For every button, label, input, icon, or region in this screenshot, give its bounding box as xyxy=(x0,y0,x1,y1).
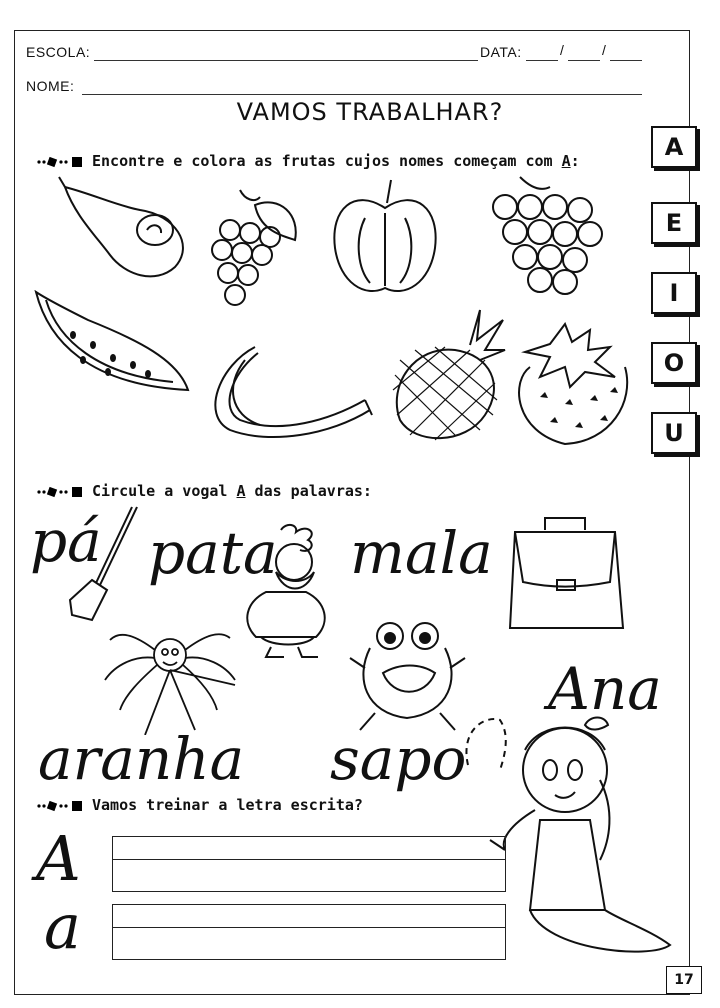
exercise-1-suffix: : xyxy=(570,152,580,170)
date-separator: / xyxy=(602,42,607,58)
exercise-2-instruction xyxy=(36,482,372,500)
cursive-uppercase-a: A xyxy=(36,822,81,895)
bullet-icon xyxy=(36,156,88,168)
word-pa[interactable]: pá xyxy=(30,507,102,575)
vowel-box-u: U xyxy=(651,412,697,454)
pineapple-icon[interactable] xyxy=(385,305,510,445)
spider-icon xyxy=(95,610,245,735)
vowel-box-o: O xyxy=(651,342,697,384)
date-day-field[interactable] xyxy=(526,60,558,61)
briefcase-icon xyxy=(505,510,625,635)
vowel-box-e: E xyxy=(651,202,697,244)
word-pata[interactable]: pata xyxy=(148,519,278,587)
word-aranha[interactable]: aranha xyxy=(38,725,245,793)
strawberry-icon[interactable] xyxy=(510,322,640,447)
date-year-field[interactable] xyxy=(610,60,642,61)
pear-icon[interactable] xyxy=(55,175,195,285)
date-separator: / xyxy=(560,42,565,58)
word-sapo[interactable]: sapo xyxy=(330,725,467,793)
watermelon-icon[interactable] xyxy=(28,290,193,400)
grapes-icon[interactable] xyxy=(480,172,610,302)
exercise-1-letter: A xyxy=(561,152,571,170)
word-ana[interactable]: Ana xyxy=(548,655,662,723)
grapes-icon[interactable] xyxy=(200,185,310,315)
school-label: ESCOLA: xyxy=(26,44,91,60)
exercise-2-suffix: das palavras: xyxy=(245,482,372,500)
exercise-3-instruction xyxy=(36,796,363,814)
date-label: DATA: xyxy=(480,44,522,60)
exercise-2-letter: A xyxy=(236,482,246,500)
bullet-icon xyxy=(36,800,88,812)
practice-line-uppercase[interactable] xyxy=(112,836,506,892)
name-field[interactable] xyxy=(82,94,642,95)
word-mala[interactable]: mala xyxy=(350,519,493,587)
practice-line-lowercase[interactable] xyxy=(112,904,506,960)
vowel-box-a: A xyxy=(651,126,697,168)
exercise-1-text: Encontre e colora as frutas cujos nomes começam com xyxy=(92,152,562,170)
page-number: 17 xyxy=(666,966,702,994)
exercise-2-text: Circule a vogal xyxy=(92,482,237,500)
school-field[interactable] xyxy=(94,60,478,61)
apple-icon[interactable] xyxy=(325,178,445,303)
date-month-field[interactable] xyxy=(568,60,600,61)
name-label: NOME: xyxy=(26,78,75,94)
duck-icon xyxy=(236,522,336,662)
exercise-1-instruction xyxy=(36,152,580,170)
exercise-3-text: Vamos treinar a letra escrita? xyxy=(92,796,363,814)
vowel-box-i: I xyxy=(651,272,697,314)
bullet-icon xyxy=(36,486,88,498)
cursive-lowercase-a: a xyxy=(44,890,81,963)
banana-icon[interactable] xyxy=(200,345,375,445)
page-title: VAMOS TRABALHAR? xyxy=(236,98,504,126)
